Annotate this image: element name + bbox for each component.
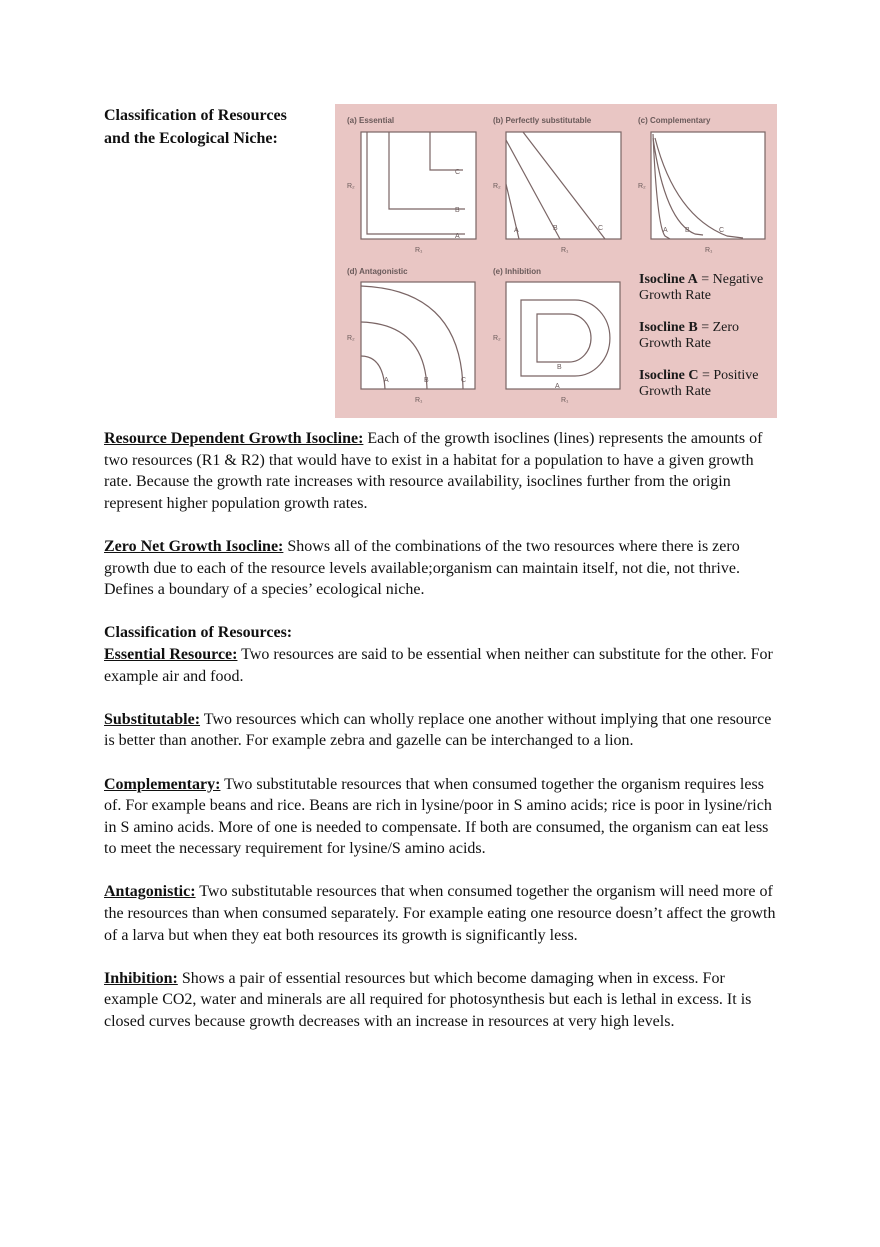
panel-label-complementary: (c) Complementary [638, 116, 711, 125]
term-antagonistic: Antagonistic: [104, 883, 196, 901]
legend-entry-c: Isocline C = Positive Growth Rate [639, 368, 759, 399]
y-axis-label: R₂ [493, 335, 501, 342]
paragraph-complementary: Complementary: Two substitutable resources that when consumed together the organism requires less of. For example beans and rice. Beans are rich in lysine/poor in S amino acids; rice is poor in lysine/rich in S amino acids. More of one is needed to compensate. If both are consumed, the organism can eat less to meet the necessary requirement for lysine/S amino acids. [104, 775, 772, 858]
panel-label-substitutable: (b) Perfectly substitutable [493, 116, 592, 125]
curve-label-b: B [685, 227, 690, 234]
x-axis-label: R₁ [705, 247, 713, 254]
panel-label-antagonistic: (d) Antagonistic [347, 267, 408, 276]
paragraph-inhibition: Inhibition: Shows a pair of essential resources but which become damaging when in excess. For example CO2, water and minerals are all required for photosynthesis but each is lethal in excess. It is closed curves because growth decreases with an increase in resources at very high levels. [104, 969, 752, 1031]
term-growth-isocline: Resource Dependent Growth Isocline: [104, 430, 364, 447]
curve-label-a: A [455, 233, 460, 240]
paragraph-substitutable: Substitutable: Two resources which can wholly replace one another without implying that one resource is better than another. For example zebra and gazelle can be interchanged to a lion. [104, 710, 772, 750]
panel-perfectly-substitutable [493, 116, 621, 254]
isocline-legend [639, 272, 777, 416]
curve-label-c: C [719, 227, 725, 234]
curve-label-b: B [424, 377, 429, 384]
y-axis-label: R₂ [347, 335, 355, 342]
panel-essential [347, 116, 476, 254]
curve-label-a: A [514, 227, 519, 234]
curve-label-c: C [455, 169, 461, 176]
legend-entry-b: Isocline B = Zero Growth Rate [639, 320, 740, 351]
curve-label-b: B [557, 364, 562, 371]
isocline-figure [335, 104, 777, 418]
x-axis-label: R₁ [561, 247, 569, 254]
y-axis-label: R₂ [493, 183, 501, 190]
y-axis-label: R₂ [638, 183, 646, 190]
page-title [104, 104, 319, 150]
panel-inhibition [493, 267, 620, 404]
panel-complementary [638, 116, 765, 254]
term-zero-net-growth: Zero Net Growth Isocline: [104, 537, 284, 555]
x-axis-label: R₁ [561, 397, 569, 404]
curve-label-c: C [461, 377, 467, 384]
panel-label-inhibition: (e) Inhibition [493, 267, 541, 276]
section-heading-classification: Classification of Resources: [104, 624, 293, 642]
term-essential: Essential Resource: [104, 645, 238, 663]
title-line-2: and the Ecological Niche: [104, 130, 278, 147]
term-complementary: Complementary: [104, 775, 221, 793]
term-substitutable: Substitutable: [104, 710, 201, 728]
legend-entry-a: Isocline A = Negative Growth Rate [639, 272, 764, 303]
paragraph-growth-isocline: Resource Dependent Growth Isocline: Each of the growth isoclines (lines) represents the amounts of two resources (R1 & R2) that would have to exist in a habitat for a population to have a given growth rate. Because the growth rate increases with resource availability, isoclines further from the origin represent higher population growth rates. [104, 430, 763, 512]
curve-label-a: A [663, 227, 668, 234]
curve-label-b: B [455, 207, 460, 214]
y-axis-label: R₂ [347, 183, 355, 190]
paragraph-zero-net-growth: Zero Net Growth Isocline: Shows all of the combinations of the two resources where there is zero growth due to each of the resource levels available;organism can maintain itself, not die, not thrive. Defines a boundary of a species’ ecological niche. [104, 537, 740, 599]
term-inhibition: Inhibition: [104, 969, 178, 987]
title-line-1: Classification of Resources [104, 107, 287, 124]
paragraph-essential: Classification of Resources: Essential Resource: Two resources are said to be essential when neither can substitute for the other. For example air and food. [104, 622, 780, 687]
document-body [104, 428, 780, 1054]
x-axis-label: R₁ [415, 397, 423, 404]
panel-label-essential: (a) Essential [347, 116, 395, 125]
curve-label-c: C [598, 225, 604, 232]
paragraph-antagonistic: Antagonistic: Two substitutable resources that when consumed together the organism will need more of the resources than when consumed separately. For example eating one resource doesn’t affect the growth of a larva but when they eat both resources its growth is significantly less. [104, 883, 776, 944]
curve-label-a: A [384, 377, 389, 384]
panel-antagonistic [347, 267, 475, 404]
curve-label-a: A [555, 383, 560, 390]
x-axis-label: R₁ [415, 247, 423, 254]
curve-label-b: B [553, 225, 558, 232]
